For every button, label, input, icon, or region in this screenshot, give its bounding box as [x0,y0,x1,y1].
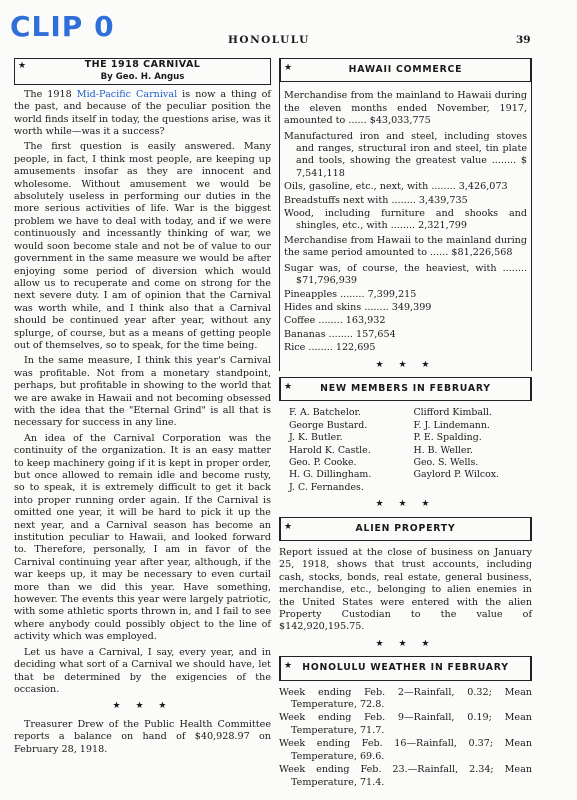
member-name: H. G. Dillingham. [289,469,372,481]
weather-title: HONOLULU WEATHER IN FEBRUARY [302,662,509,674]
export-intro-text: Merchandise from Hawaii to the mainland during the same period amounted to [284,234,527,259]
member-name: F. A. Batchelor. [289,407,361,419]
member-name [414,482,533,494]
p1-part-a: The 1918 [24,88,77,100]
star-icon: ★ [18,61,27,71]
export-item-label: Sugar was, of course, the heaviest, with [284,262,497,274]
carnival-heading-box [14,58,271,85]
member-name: H. B. Weller. [413,444,473,456]
member-name: Gaylord P. Wilcox. [413,469,499,481]
member-name: J. C. Fernandes. [289,481,364,493]
import-item: Oils, gasoline, etc., next, with ........ 3,426,073 [284,181,508,193]
export-intro: Merchandise from Hawaii to the mainland during the same period amounted to ...... $81,226,568 [284,234,527,259]
carnival-paragraph-1 [14,89,271,139]
star-icon: ★ [284,381,293,392]
members-list [279,407,532,494]
running-head: HONOLULU [228,34,310,46]
export-item: Rice ........ 122,695 [284,342,376,354]
carnival-title: THE 1918 CARNIVAL [84,59,201,70]
import-item-amount: $ 7,541,118 [296,155,527,179]
import-item-amount: 3,426,073 [458,181,508,193]
export-item: Pineapples ........ 7,399,215 [284,288,417,300]
star-icon: ★ [284,521,293,532]
export-item-label: Rice [284,342,306,354]
member-name: George Bustard. [289,419,368,431]
export-item-amount: 7,399,215 [367,288,417,300]
commerce-body [279,82,532,371]
export-item-amount: 349,399 [391,301,432,313]
member-name: Geo. S. Wells. [413,456,479,468]
import-item-amount: 2,321,799 [418,220,467,232]
alien-heading-box [279,517,532,541]
import-item-amount: 3,439,735 [418,194,468,206]
stars-divider: ★ ★ ★ [375,499,436,510]
imports-list [284,131,527,233]
member-name: J. K. Butler. [289,432,343,444]
import-item: Breadstuffs next with ........ 3,439,735 [284,194,468,206]
weather-heading-box [279,656,532,680]
export-item-amount: 157,654 [356,328,396,340]
stars-divider: ★ ★ ★ [112,701,173,712]
carnival-paragraph-3: In the same measure, I think this year's Carnival was profitable. Not from a monetary standpoint, perhaps, but profitable in showing to the world that we are awake in Hawaii and not becoming obsessed with the idea that the "Eternal Grind" is all that is necessary for success in any line. [14,355,271,429]
right-column [279,58,532,790]
export-item-label: Bananas [284,328,326,340]
weather-list [279,687,532,789]
commerce-intro-text: Merchandise from the mainland to Hawaii during the eleven months ended November, 1917, amounted to [284,90,527,127]
export-item-amount: $71,796,939 [296,275,358,287]
alien-text: Report issued at the close of business on January 25, 1918, shows that trust accounts, including cash, stocks, bonds, real estate, general business, merchandise, etc., belonging to alien enemies in the United States were entered with the alien Property Custodian to the value of $142,920,195.75. [279,547,532,633]
carnival-paragraph-2: The first question is easily answered. Many people, in fact, I think most people, are keeping up amusements insofar as they are innocent and wholesome. Without amusement we would be absolutely useless in performing our duties in the more serious activities of life. War is the biggest problem we have to deal with today, and if we were continuously and incessantly thinking of war, we would soon become stale and not be of value to our government in the same measure we would be after enjoying some period of diversion which would allow us to recuperate and come on strong for the next severe duty. I am of opinion that the Carnival was worth while, and I think also that a Carnival should be continued year after year, without any splurge, of course, but as a means of getting people out of themselves, so to speak, for the time being. [14,141,271,351]
export-item: Sugar was, of course, the heaviest, with ........ $71,796,939 [284,262,527,287]
carnival-paragraph-4: An idea of the Carnival Corporation was the continuity of the organization. It is an easy matter to keep machinery going if it is kept in proper order, but once allowed to remain idle and become rusty, so to speak, it is extremely difficult to get it back into proper running order again. If the Carnival is omitted one year, it will be hard to pick it up the next year, and a Carnival season has become an institution peculiar to Hawaii, and looked forward to. Therefore, personally, I am in favor of the Carnival continuing year after year, although, if the war keeps up, it may be necessary to even curtail more than we did this year. Have something, however. The events this year were largely patriotic, with some athletic sports thrown in, and I fail to see where anybody could possibly object to the line of activity which was employed. [14,432,271,643]
export-item-amount: 122,695 [335,342,376,354]
import-item-label: Wood, including furniture and shooks and shingles, etc., with [284,208,527,232]
weather-line: Week ending Feb. 2—Rainfall, 0.32; Mean Temperature, 72.8. [279,686,532,711]
page-number: 39 [516,34,531,46]
member-name: Clifford Kimball. [413,407,492,419]
import-item-label: Manufactured iron and steel, including stoves and ranges, structural iron and steel, tin plate and tools, showing the greatest value [284,130,527,167]
import-item: Wood, including furniture and shooks and shingles, etc., with ........ 2,321,799 [284,208,527,232]
commerce-intro-amount: $43,033,775 [369,115,431,127]
carnival-paragraph-5: Let us have a Carnival, I say, every year, and in deciding what sort of a Carnival we should have, let that be determined by the exigencies of the occasion. [14,646,271,695]
member-name: P. E. Spalding. [413,432,482,444]
export-item-label: Pineapples [284,288,338,300]
star-icon: ★ [284,661,293,672]
export-item: Hides and skins ........ 349,399 [284,301,432,313]
stars-divider: ★ ★ ★ [375,638,436,649]
p1-highlight: Mid-Pacific Carnival [76,88,178,100]
import-item: Manufactured iron and steel, including stoves and ranges, structural iron and steel, tin plate and tools, showing the greatest value ........ $ 7,541,118 [284,130,527,179]
export-item: Coffee ........ 163,932 [284,315,386,327]
commerce-title: HAWAII COMMERCE [348,64,463,75]
import-item-label: Oils, gasoline, etc., next, with [284,181,429,193]
members-heading-box [279,377,532,401]
clip-label: CLIP 0 [10,10,115,43]
commerce-intro: Merchandise from the mainland to Hawaii during the eleven months ended November, 1917, amounted to ...... $43,033,775 [284,90,527,127]
left-column [14,58,271,759]
member-name: F. J. Lindemann. [413,419,490,431]
export-item-label: Coffee [284,315,316,327]
commerce-heading-box [279,58,532,82]
members-title: NEW MEMBERS IN FEBRUARY [320,382,491,394]
member-name: Geo. P. Cooke. [289,456,357,468]
member-name: Harold K. Castle. [289,444,371,456]
treasurer-note: Treasurer Drew of the Public Health Committee reports a balance on hand of $40,928.97 on February 28, 1918. [14,718,271,755]
star-icon: ★ [284,63,293,73]
weather-line: Week ending Feb. 9—Rainfall, 0.19; Mean Temperature, 71.7. [279,712,532,736]
stars-divider: ★ ★ ★ [375,359,436,370]
export-item-amount: 163,932 [345,315,386,327]
weather-line: Week ending Feb. 16—Rainfall, 0.37; Mean Temperature, 69.6. [279,738,532,762]
export-item: Bananas ........ 157,654 [284,328,396,340]
export-item-label: Hides and skins [284,301,362,313]
p1-part-c: is now a thing of the past, and because of the peculiar position the world finds itself in today, the questions arise, was it worth while—was it a success? [14,88,271,138]
import-item-label: Breadstuffs next with [284,194,389,206]
alien-title: ALIEN PROPERTY [355,522,456,534]
exports-list [284,263,527,355]
export-intro-amount: $81,226,568 [451,247,513,259]
carnival-byline: By Geo. H. Angus [100,72,185,83]
weather-line: Week ending Feb. 23.—Rainfall, 2.34; Mean Temperature, 71.4. [279,764,532,788]
